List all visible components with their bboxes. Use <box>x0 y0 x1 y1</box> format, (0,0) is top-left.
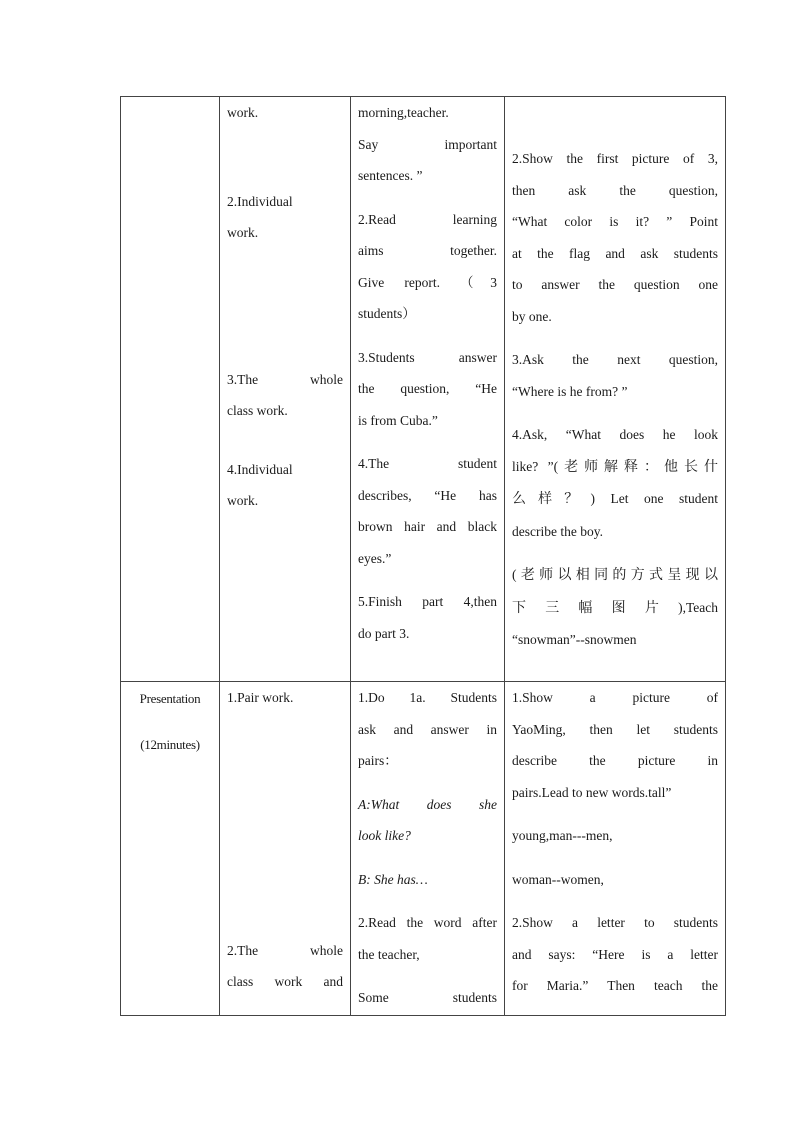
stage-cell <box>121 682 220 1016</box>
student-line: eyes.” <box>358 550 392 566</box>
student-line: 1.Do 1a. Students <box>358 690 497 705</box>
teacher-line: at the flag and ask students <box>512 245 718 261</box>
student-line: Some students <box>358 990 497 1005</box>
teacher-text-en: ) Let one student <box>590 491 718 506</box>
mode-line: 2.The whole <box>227 942 343 958</box>
mode-cell <box>220 97 351 682</box>
student-line: is from Cuba.” <box>358 412 438 428</box>
teacher-line <box>512 451 718 484</box>
teacher-line: 2.Show a letter to students <box>512 915 718 930</box>
student-line: pairs： <box>358 753 398 768</box>
student-line: ask and answer in <box>358 721 497 737</box>
mode-line: class work. <box>227 403 288 418</box>
teacher-line <box>512 559 718 592</box>
teacher-text-cn: 么样？ <box>512 491 591 507</box>
teacher-text-cn: 下三幅图片 <box>512 599 679 616</box>
teacher-text-en: ),Teach <box>678 599 718 615</box>
student-line: aims together. <box>358 243 497 258</box>
student-line: the question, “He <box>358 381 497 396</box>
teacher-line: 3.Ask the next question, <box>512 352 718 367</box>
student-line: 2.Read the word after <box>358 915 497 930</box>
stage-name: Presentation <box>139 691 201 706</box>
mode-line: class work and <box>227 974 343 989</box>
student-line: 5.Finish part 4,then <box>358 594 497 609</box>
teacher-line: by one. <box>512 308 552 324</box>
student-line: the teacher, <box>358 946 420 962</box>
student-line: look like? <box>358 828 411 843</box>
student-line: Give report. （3 <box>358 274 497 290</box>
lesson-plan-table <box>120 96 726 1016</box>
student-line: morning,teacher. <box>358 105 449 120</box>
student-line: B: She has… <box>358 871 428 887</box>
teacher-line: for Maria.” Then teach the <box>512 978 718 993</box>
teacher-line: and says: “Here is a letter <box>512 946 718 962</box>
teacher-line: pairs.Lead to new words.tall” <box>512 784 672 800</box>
mode-line: 3.The whole <box>227 371 343 387</box>
teacher-line: YaoMing, then let students <box>512 721 718 737</box>
student-line: do part 3. <box>358 625 410 641</box>
teacher-text-cn: 老师解释：他长什 <box>558 458 718 475</box>
teacher-line: young,man---men, <box>512 828 613 843</box>
teacher-line: “Where is he from? ” <box>512 383 628 399</box>
mode-line: work. <box>227 493 259 508</box>
teacher-text-en: ( <box>512 567 517 582</box>
teacher-text-en: like? ”( <box>512 458 559 474</box>
teacher-line: “What color is it? ” Point <box>512 214 718 229</box>
mode-line: 4.Individual <box>227 461 293 477</box>
teacher-line <box>512 592 718 625</box>
table-row <box>121 682 726 1016</box>
mode-cell <box>220 682 351 1016</box>
teacher-line: then ask the question, <box>512 182 718 198</box>
student-line: sentences. ” <box>358 168 423 183</box>
teacher-line: woman--women, <box>512 871 604 887</box>
teacher-activity-cell <box>505 97 726 682</box>
teacher-line: 2.Show the first picture of 3, <box>512 151 718 166</box>
teacher-activity-cell <box>505 682 726 1016</box>
teacher-line: to answer the question one <box>512 277 718 292</box>
mode-line: 1.Pair work. <box>227 690 294 705</box>
student-line: describes, “He has <box>358 487 497 503</box>
teacher-line: “snowman”--snowmen <box>512 632 637 647</box>
student-line: students） <box>358 306 416 321</box>
stage-time: (12minutes) <box>140 736 200 752</box>
stage-cell <box>121 97 220 682</box>
teacher-text-cn: 老师以相同的方式呈现以 <box>516 567 718 583</box>
table-row <box>121 97 726 682</box>
student-line: 2.Read learning <box>358 211 497 227</box>
student-line: 4.The student <box>358 456 497 471</box>
mode-line: 2.Individual <box>227 193 293 209</box>
teacher-line <box>512 483 718 516</box>
student-line: Say important <box>358 136 497 152</box>
teacher-line: describe the picture in <box>512 753 718 768</box>
student-activity-cell <box>351 97 505 682</box>
student-line: A:What does she <box>358 796 497 812</box>
teacher-line: 1.Show a picture of <box>512 690 718 705</box>
mode-line: work. <box>227 105 259 120</box>
student-activity-cell <box>351 682 505 1016</box>
student-line: brown hair and black <box>358 519 497 534</box>
teacher-line: 4.Ask, “What does he look <box>512 427 718 442</box>
student-line: 3.Students answer <box>358 349 497 365</box>
mode-line: work. <box>227 225 259 240</box>
teacher-line: describe the boy. <box>512 523 603 539</box>
